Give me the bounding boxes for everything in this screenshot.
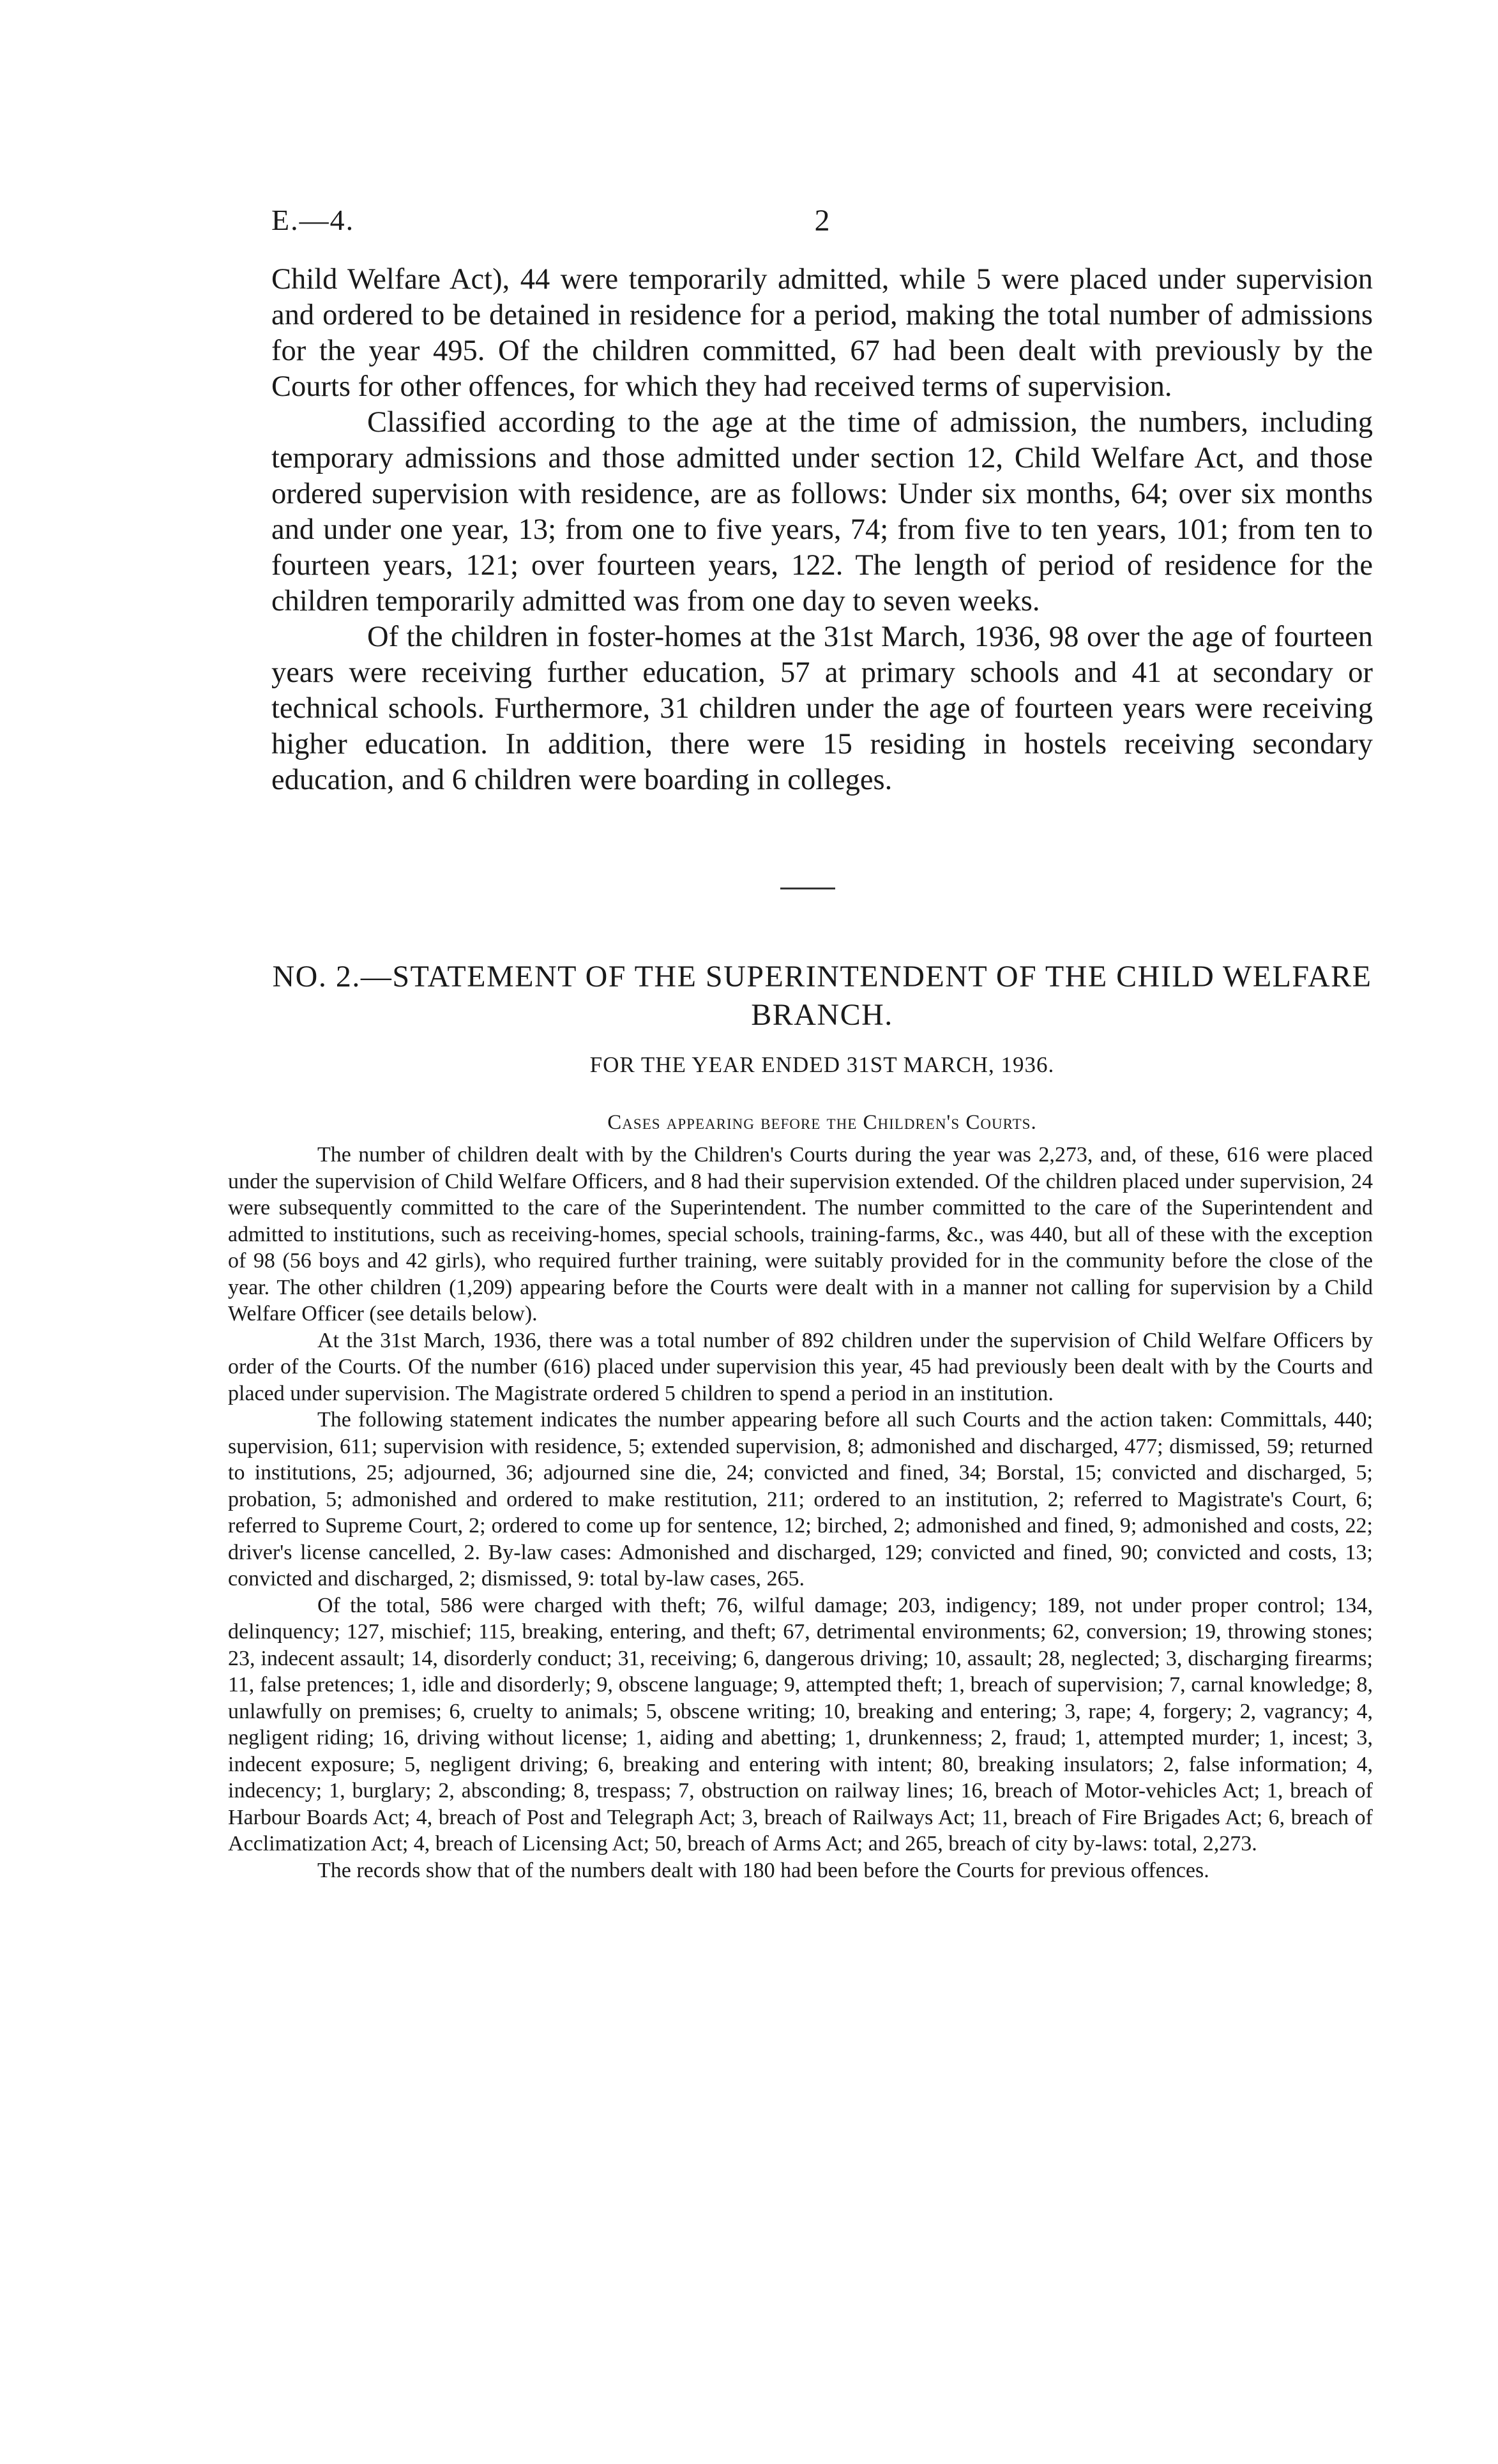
court-paragraph: The following statement indicates the number appearing before all such Courts and the action taken: Committals, 440; supervision, 611; supervision with residence, 5; extended supervision, 8; admonished and discharged, 477; dismissed, 59; returned to institutions, 25; adjourned, 36; adjourned sine die, 24; convicted and fined, 34; Borstal, 15; convicted and discharged, 5; probation, 5; admonished and ordered to make restitution, 211; ordered to an institution, 2; referred to Magistrate's Court, 6; referred to Supreme Court, 2; ordered to come up for sentence, 12; birched, 2; admonished and fined, 9; admonished and costs, 22; driver's license cancelled, 2. By-law cases: Admonished and discharged, 129; convicted and fined, 90; convicted and costs, 13; convicted and discharged, 2; dismissed, 9: total by-law cases, 265. xyxy=(228,1408,1373,1591)
courts-section xyxy=(228,1142,1373,1884)
intro-paragraph: Of the children in foster-homes at the 31st March, 1936, 98 over the age of fourteen years were receiving further education, 57 at primary schools and 41 at secondary or technical schools. Furthermore, 31 children under the age of fourteen years were receiving higher education. In addition, there were 15 residing in hostels receiving secondary education, and 6 children were boarding in colleges. xyxy=(271,621,1373,796)
section-divider xyxy=(780,888,835,889)
statement-title: NO. 2.—STATEMENT OF THE SUPERINTENDENT OF THE CHILD WELFARE BRANCH. xyxy=(272,960,1372,1032)
intro-section xyxy=(271,262,1373,798)
court-paragraph: The records show that of the numbers dealt with 180 had been before the Courts for previous offences. xyxy=(317,1858,1209,1882)
court-paragraph: At the 31st March, 1936, there was a total number of 892 children under the supervision of Child Welfare Officers by order of the Courts. Of the number (616) placed under supervision this year, 45 had previously been dealt with by the Courts and placed under supervision. The Magistrate ordered 5 children to spend a period in an institution. xyxy=(228,1328,1373,1405)
page-number: 2 xyxy=(814,204,830,238)
section-heading: Cases appearing before the Children's Courts. xyxy=(607,1111,1037,1134)
intro-paragraph: Classified according to the age at the time of admission, the numbers, including temporary admissions and those admitted under section 12, Child Welfare Act, and those ordered supervision with residence, are as follows: Under six months, 64; over six months and under one year, 13; from one to five years, 74; from five to ten years, 101; from ten to fourteen years, 121; over fourteen years, 122. The length of period of residence for the children temporarily admitted was from one day to seven weeks. xyxy=(271,406,1373,617)
page-header xyxy=(271,203,1373,241)
court-paragraph: Of the total, 586 were charged with theft; 76, wilful damage; 203, indigency; 189, not under proper control; 134, delinquency; 127, mischief; 115, breaking, entering, and theft; 67, detrimental environments; 62, conversion; 19, throwing stones; 23, indecent assault; 14, disorderly conduct; 31, receiving; 6, dangerous driving; 10, assault; 28, neglected; 3, discharging firearms; 11, false pretences; 1, idle and disorderly; 9, obscene language; 9, attempted theft; 1, breach of supervision; 7, carnal knowledge; 8, unlawfully on premises; 6, cruelty to animals; 5, obscene writing; 10, breaking and entering; 3, rape; 4, forgery; 2, vagrancy; 4, negligent riding; 16, driving without license; 1, aiding and abetting; 1, drunkenness; 2, fraud; 1, attempted murder; 1, incest; 3, indecent exposure; 5, negligent driving; 6, breaking and entering with intent; 80, breaking insulators; 2, false information; 4, indecency; 1, burglary; 2, absconding; 8, trespass; 7, obstruction on railway lines; 16, breach of Motor-vehicles Act; 1, breach of Harbour Boards Act; 4, breach of Post and Telegraph Act; 3, breach of Railways Act; 11, breach of Fire Brigades Act; 6, breach of Acclimatization Act; 4, breach of Licensing Act; 50, breach of Arms Act; and 265, breach of city by-laws: total, 2,273. xyxy=(228,1593,1373,1856)
court-paragraph: The number of children dealt with by the Children's Courts during the year was 2,273, and, of these, 616 were placed under the supervision of Child Welfare Officers, and 8 had their supervision extended. Of the children placed under supervision, 24 were subsequently committed to the care of the Superintendent. The number committed to the care of the Superintendent and admitted to institutions, such as receiving-homes, special schools, training-farms, &c., was 440, but all of these with the exception of 98 (56 boys and 42 girls), who required further training, were suitably provided for in the community before the close of the year. The other children (1,209) appearing before the Courts were dealt with in a manner not calling for supervision by a Child Welfare Officer (see details below). xyxy=(228,1143,1373,1326)
page-reference: E.—4. xyxy=(271,204,355,236)
intro-paragraph: Child Welfare Act), 44 were temporarily admitted, while 5 were placed under supervision and ordered to be detained in residence for a period, making the total number of admissions for the year 495. Of the children committed, 67 had been dealt with previously by the Courts for other offences, for which they had received terms of supervision. xyxy=(271,263,1373,403)
statement-heading xyxy=(271,958,1373,1135)
statement-subtitle: FOR THE YEAR ENDED 31ST MARCH, 1936. xyxy=(589,1052,1055,1077)
